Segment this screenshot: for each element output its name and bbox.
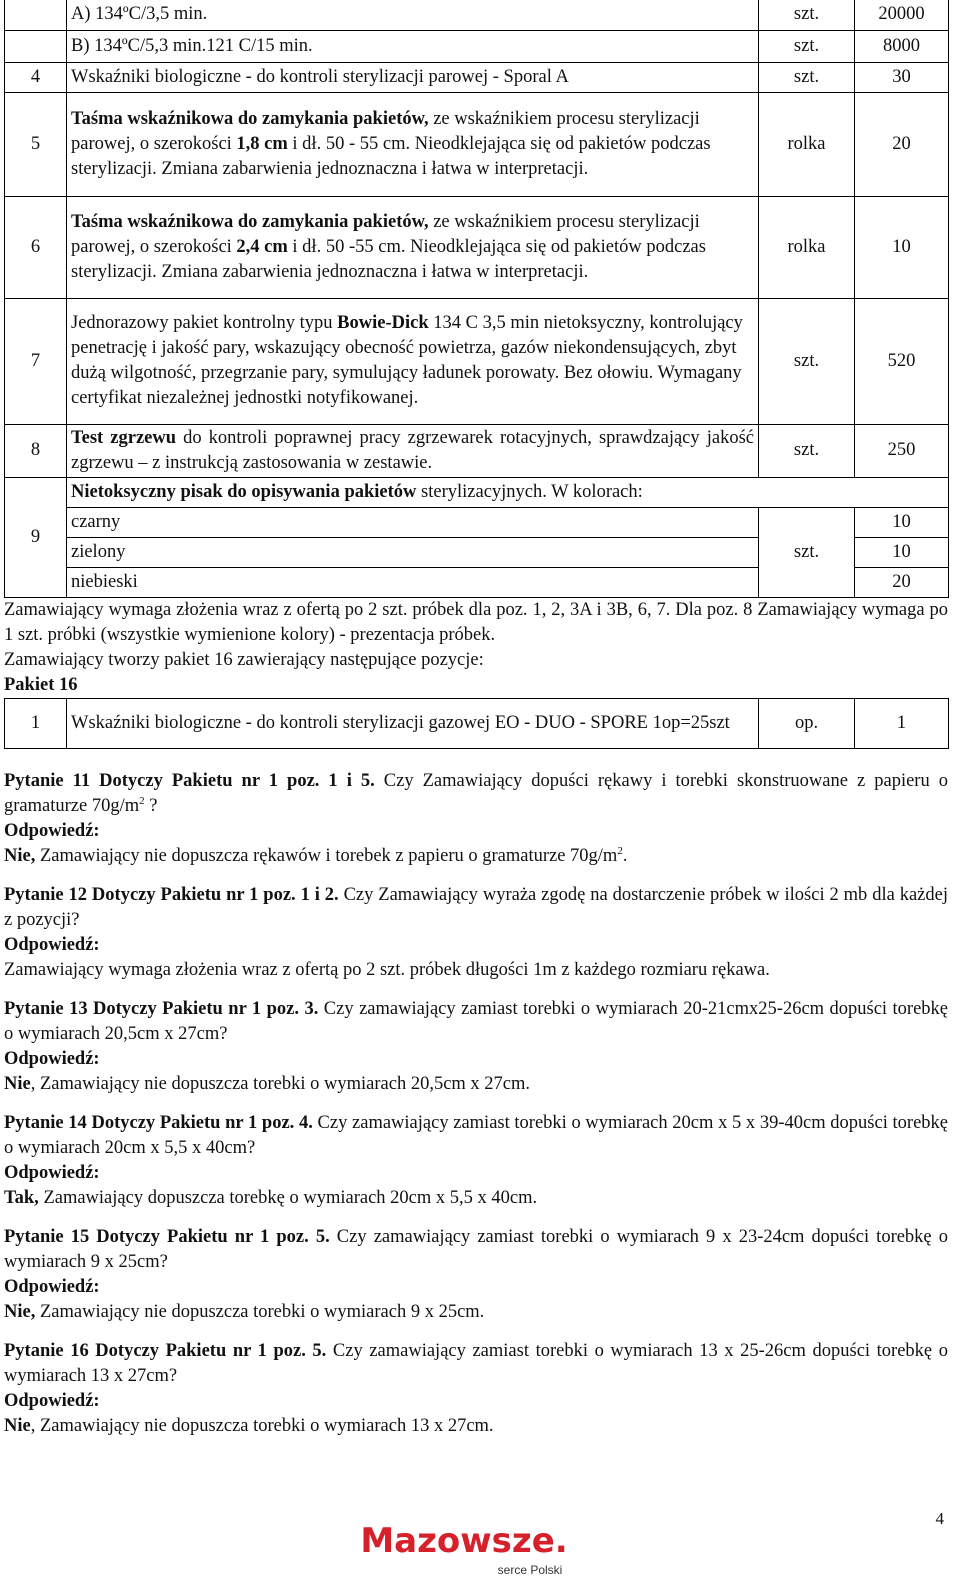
answer-body: , Zamawiający nie dopuszcza torebki o wymiarach 20,5cm x 27cm. xyxy=(30,1073,531,1094)
item-description xyxy=(67,92,759,196)
package-title: Pakiet 16 xyxy=(4,674,78,695)
color-name: zielony xyxy=(67,537,759,567)
answer-verdict: Tak, xyxy=(4,1187,39,1208)
item-unit: szt. xyxy=(759,30,855,62)
table-row xyxy=(5,62,949,92)
page-number: 4 xyxy=(935,1509,944,1528)
answer-label: Odpowiedź: xyxy=(4,934,100,955)
question-block xyxy=(4,1339,948,1439)
item-unit: szt. xyxy=(759,0,855,30)
table-row xyxy=(5,298,949,424)
answer-text xyxy=(4,844,948,869)
item-name: Bowie-Dick xyxy=(337,313,429,333)
item-quantity: 10 xyxy=(855,196,949,298)
item-unit: rolka xyxy=(759,196,855,298)
row-number: 6 xyxy=(5,196,67,298)
item-quantity: 250 xyxy=(855,424,949,477)
answer-label: Odpowiedź: xyxy=(4,820,100,841)
answer-end: . xyxy=(622,845,628,866)
item-quantity: 1 xyxy=(855,698,949,748)
superscript: 2 xyxy=(617,844,623,857)
question-text xyxy=(4,883,948,933)
question-title: Pytanie 13 Dotyczy Pakietu nr 1 poz. 3. xyxy=(4,998,319,1019)
mazowsze-logo xyxy=(344,1518,584,1578)
question-title: Pytanie 11 Dotyczy Pakietu nr 1 poz. 1 i 5. xyxy=(4,770,375,791)
item-description xyxy=(67,298,759,424)
item-width: 1,8 cm xyxy=(236,133,288,154)
question-title: Pytanie 16 Dotyczy Pakietu nr 1 poz. 5. xyxy=(4,1340,327,1361)
row-number: 9 xyxy=(5,477,67,597)
item-name: Taśma wskaźnikowa do zamykania pakietów, xyxy=(71,211,429,232)
item-description: Wskaźniki biologiczne - do kontroli sterylizacji gazowej EO - DUO - SPORE 1op=25szt xyxy=(67,698,759,748)
item-unit: rolka xyxy=(759,92,855,196)
table-row xyxy=(5,196,949,298)
answer-verdict: Nie xyxy=(4,1415,31,1436)
notes-paragraph: Zamawiający wymaga złożenia wraz z ofertą po 2 szt. próbek dla poz. 1, 2, 3A i 3B, 6, 7. Dla poz. 8 Zamawiający wymaga po 1 szt. próbki (wszystkie wymienione kolory) - prezentacja próbek. xyxy=(4,599,948,645)
answer-body: Zamawiający nie dopuszcza rękawów i torebek z papieru o gramaturze 70g/m xyxy=(35,845,618,866)
question-body: Czy Zamawiający dopuści rękawy i torebki skonstruowane z papieru o gramaturze 70g/m xyxy=(4,770,948,816)
question-body: Czy Zamawiający wyraża zgodę na dostarczenie próbek w ilości 2 mb dla każdej z pozycji? xyxy=(4,884,948,930)
item-unit: szt. xyxy=(759,424,855,477)
item-unit: szt. xyxy=(759,298,855,424)
answer-body: , Zamawiający nie dopuszcza torebki o wymiarach 13 x 27cm. xyxy=(30,1415,494,1436)
item-quantity: 20 xyxy=(855,92,949,196)
question-body: Czy zamawiający zamiast torebki o wymiarach 13 x 25-26cm dopuści torebkę o wymiarach 13 x 27cm? xyxy=(4,1340,948,1386)
table-row xyxy=(5,424,949,477)
item-quantity: 20000 xyxy=(855,0,949,30)
item-name: Taśma wskaźnikowa do zamykania pakietów, xyxy=(71,108,429,129)
item-description: Wskaźniki biologiczne - do kontroli sterylizacji parowej - Sporal A xyxy=(67,62,759,92)
question-text xyxy=(4,1225,948,1275)
row-number xyxy=(5,0,67,30)
answer-label: Odpowiedź: xyxy=(4,1048,100,1069)
answer-text xyxy=(4,1072,948,1097)
item-description xyxy=(67,477,949,507)
question-text xyxy=(4,769,948,819)
package-table xyxy=(4,698,949,749)
item-description: A) 134ºC/3,5 min. xyxy=(67,0,759,30)
questions-list xyxy=(4,769,948,1439)
item-quantity: 10 xyxy=(855,507,949,537)
item-text: ze wskaźnikiem procesu sterylizacji parowej, o szerokości xyxy=(71,211,700,257)
answer-body: Zamawiający dopuszcza torebkę o wymiarach 20cm x 5,5 x 40cm. xyxy=(38,1187,538,1208)
notes-paragraph: Zamawiający tworzy pakiet 16 zawierający następujące pozycje: xyxy=(4,649,484,670)
question-body: Czy zamawiający zamiast torebki o wymiarach 20-21cmx25-26cm dopuści torebkę o wymiarach 20,5cm x 27cm? xyxy=(4,998,948,1044)
question-body: Czy zamawiający zamiast torebki o wymiarach 20cm x 5 x 39-40cm dopuści torebkę o wymiarach 20cm x 5,5 x 40cm? xyxy=(4,1112,948,1158)
question-text xyxy=(4,1111,948,1161)
row-number: 1 xyxy=(5,698,67,748)
table-row xyxy=(5,30,949,62)
table-row xyxy=(5,477,949,507)
items-table xyxy=(4,0,949,598)
answer-body: Zamawiający wymaga złożenia wraz z ofertą po 2 szt. próbek długości 1m z każdego rozmiaru rękawa. xyxy=(4,959,770,980)
answer-text xyxy=(4,1414,948,1439)
row-number: 5 xyxy=(5,92,67,196)
item-description xyxy=(67,196,759,298)
item-quantity: 8000 xyxy=(855,30,949,62)
question-block xyxy=(4,769,948,869)
item-text: Jednorazowy pakiet kontrolny typu xyxy=(71,313,338,333)
color-name: czarny xyxy=(67,507,759,537)
answer-verdict: Nie, xyxy=(4,845,36,866)
item-text: do kontroli poprawnej pracy zgrzewarek rotacyjnych, sprawdzający jakość zgrzewu – z instrukcją zastosowania w zestawie. xyxy=(71,427,754,473)
question-block xyxy=(4,997,948,1097)
answer-label: Odpowiedź: xyxy=(4,1162,100,1183)
color-name: niebieski xyxy=(67,567,759,597)
item-description: B) 134ºC/5,3 min.121 C/15 min. xyxy=(67,30,759,62)
item-width: 2,4 cm xyxy=(236,236,288,257)
item-text: sterylizacyjnych. W kolorach: xyxy=(416,481,643,502)
item-quantity: 520 xyxy=(855,298,949,424)
logo-brand: Mazowsze. xyxy=(360,1521,568,1561)
item-unit: szt. xyxy=(759,507,855,597)
answer-verdict: Nie xyxy=(4,1073,31,1094)
table-row xyxy=(5,0,949,30)
item-description xyxy=(67,424,759,477)
document-page xyxy=(4,0,948,1439)
item-name: Test zgrzewu xyxy=(71,427,177,448)
item-text: i dł. 50 -55 cm. Nieodklejająca się od pakietów podczas sterylizacji. Zmiana zabarwienia jednoznaczna i łatwa w interpretacji. xyxy=(71,236,706,282)
answer-text xyxy=(4,958,948,983)
question-block xyxy=(4,1111,948,1211)
question-title: Pytanie 12 Dotyczy Pakietu nr 1 poz. 1 i 2. xyxy=(4,884,339,905)
answer-body: Zamawiający nie dopuszcza torebki o wymiarach 9 x 25cm. xyxy=(35,1301,485,1322)
item-text: i dł. 50 - 55 cm. Nieodklejająca się od pakietów podczas sterylizacji. Zmiana zabarwienia jednoznaczna i łatwa w interpretacji. xyxy=(71,133,711,179)
item-text: ze wskaźnikiem procesu sterylizacji parowej, o szerokości xyxy=(71,108,700,154)
question-body: Czy zamawiający zamiast torebki o wymiarach 9 x 23-24cm dopuści torebkę o wymiarach 9 x 25cm? xyxy=(4,1226,948,1272)
table-row xyxy=(5,92,949,196)
answer-text xyxy=(4,1186,948,1211)
question-title: Pytanie 14 Dotyczy Pakietu nr 1 poz. 4. xyxy=(4,1112,313,1133)
answer-label: Odpowiedź: xyxy=(4,1390,100,1411)
question-block xyxy=(4,1225,948,1325)
answer-verdict: Nie, xyxy=(4,1301,36,1322)
question-end: ? xyxy=(144,795,158,816)
row-number: 8 xyxy=(5,424,67,477)
row-number xyxy=(5,30,67,62)
logo-tagline: serce Polski xyxy=(497,1563,563,1577)
answer-text xyxy=(4,1300,948,1325)
item-quantity: 20 xyxy=(855,567,949,597)
item-text: 134 C 3,5 min nietoksyczny, kontrolujący penetrację i jakość pary, wskazujący obecność powietrza, gazów niekondensujących, zbyt dużą wilgotność, przegrzanie pary, symulujący ładunek porowaty. Bez ołowiu. Wymagany certyfikat niezależnej jednostki notyfikowanej. xyxy=(71,313,743,408)
superscript: 2 xyxy=(139,794,145,807)
question-text xyxy=(4,997,948,1047)
row-number: 7 xyxy=(5,298,67,424)
question-text xyxy=(4,1339,948,1389)
item-quantity: 30 xyxy=(855,62,949,92)
item-unit: szt. xyxy=(759,62,855,92)
item-quantity: 10 xyxy=(855,537,949,567)
question-block xyxy=(4,883,948,983)
item-name: Nietoksyczny pisak do opisywania pakietów xyxy=(71,481,417,502)
item-unit: op. xyxy=(759,698,855,748)
table-row xyxy=(5,698,949,748)
question-title: Pytanie 15 Dotyczy Pakietu nr 1 poz. 5. xyxy=(4,1226,330,1247)
table-row xyxy=(5,507,949,537)
row-number: 4 xyxy=(5,62,67,92)
answer-label: Odpowiedź: xyxy=(4,1276,100,1297)
